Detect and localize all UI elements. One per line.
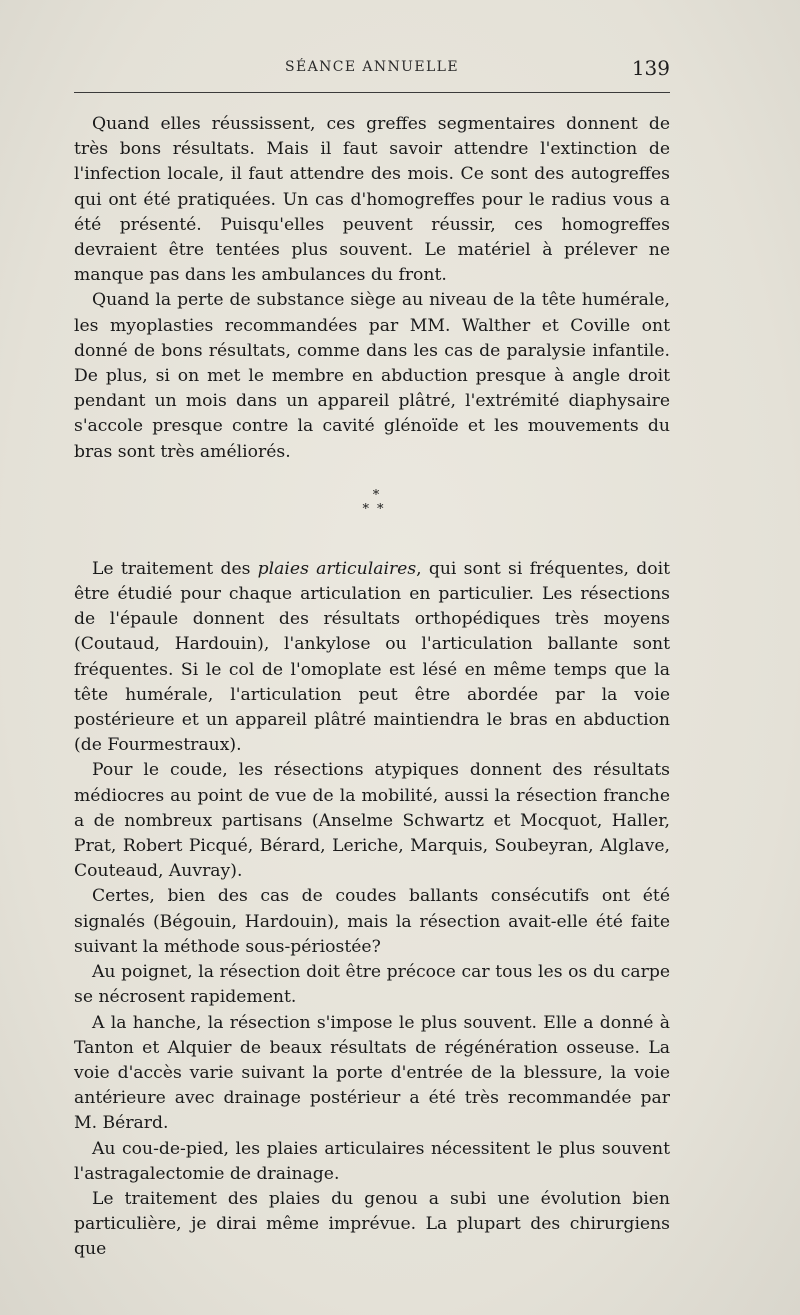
text-run: , qui sont si fréquentes, doit être étudié pour chaque articulation en particulier. Les résections de l'épaule donnent des résultats orthopédiques très moyens (Coutaud, Hardouin), l'ankylose ou l'articulation ballante sont fréquentes. Si le col de l'omoplate est lésé en même temps que la tête humérale, l'articulation peut être abordée par la voie postérieure et un appareil plâtré maintiendra le bras en abduction (de Fourmestraux).	[74, 558, 670, 756]
paragraph: Pour le coude, les résections atypiques donnent des résultats médiocres au point de vue de la mobilité, aussi la résection franche a de nombreux partisans (Anselme Schwartz et Mocquot, Haller, Prat, Robert Picqué, Bérard, Leriche, Marquis, Soubeyran, Alglave, Couteaud, Auvray).	[74, 760, 670, 882]
paragraph: A la hanche, la résection s'impose le plus souvent. Elle a donné à Tanton et Alquier de beaux résultats de régénération osseuse. La voie d'accès varie suivant la porte d'entrée de la blessure, la voie antérieure avec drainage postérieur a été très recommandée par M. Bérard.	[74, 1012, 670, 1134]
asterism-top: *	[372, 487, 380, 503]
paragraph: Quand elles réussissent, ces greffes segmentaires donnent de très bons résultats. Mais il faut savoir attendre l'extinction de l'infection locale, il faut attendre des mois. Ce sont des autogreffes qui ont été pratiquées. Un cas d'homogreffes pour le radius vous a été présenté. Puisqu'elles peuvent réussir, ces homogreffes devraient être tentées plus souvent. Le matériel à prélever ne manque pas dans les ambulances du front.	[74, 114, 670, 286]
body-text	[74, 112, 670, 1263]
paragraph	[74, 557, 670, 759]
asterism-bottom: **	[362, 501, 392, 517]
paragraph: Certes, bien des cas de coudes ballants consécutifs ont été signalés (Bégouin, Hardouin), mais la résection avait-elle été faite suivant la méthode sous-périostée?	[74, 886, 670, 957]
running-title: SÉANCE ANNUELLE	[285, 59, 459, 75]
paragraph: Au poignet, la résection doit être précoce car tous les os du carpe se nécrosent rapidement.	[74, 962, 670, 1008]
italic-term: plaies articulaires	[257, 558, 417, 579]
header-rule	[74, 92, 670, 93]
text-run: Le traitement des	[92, 558, 258, 579]
paragraph: Quand la perte de substance siège au niveau de la tête humérale, les myoplasties recommandées par MM. Walther et Coville ont donné de bons résultats, comme dans les cas de paralysie infantile. De plus, si on met le membre en abduction presque à angle droit pendant un mois dans un appareil plâtré, l'extrémité diaphysaire s'accole presque contre la cavité glénoïde et les mouvements du bras sont très améliorés.	[74, 290, 670, 462]
running-head	[74, 56, 670, 80]
asterism-separator	[74, 489, 670, 517]
paragraph: Au cou-de-pied, les plaies articulaires nécessitent le plus souvent l'astragalectomie de drainage.	[74, 1138, 670, 1184]
page-number: 139	[631, 56, 670, 80]
paragraph: Le traitement des plaies du genou a subi une évolution bien particulière, je dirai même imprévue. La plupart des chirurgiens que	[74, 1188, 670, 1260]
